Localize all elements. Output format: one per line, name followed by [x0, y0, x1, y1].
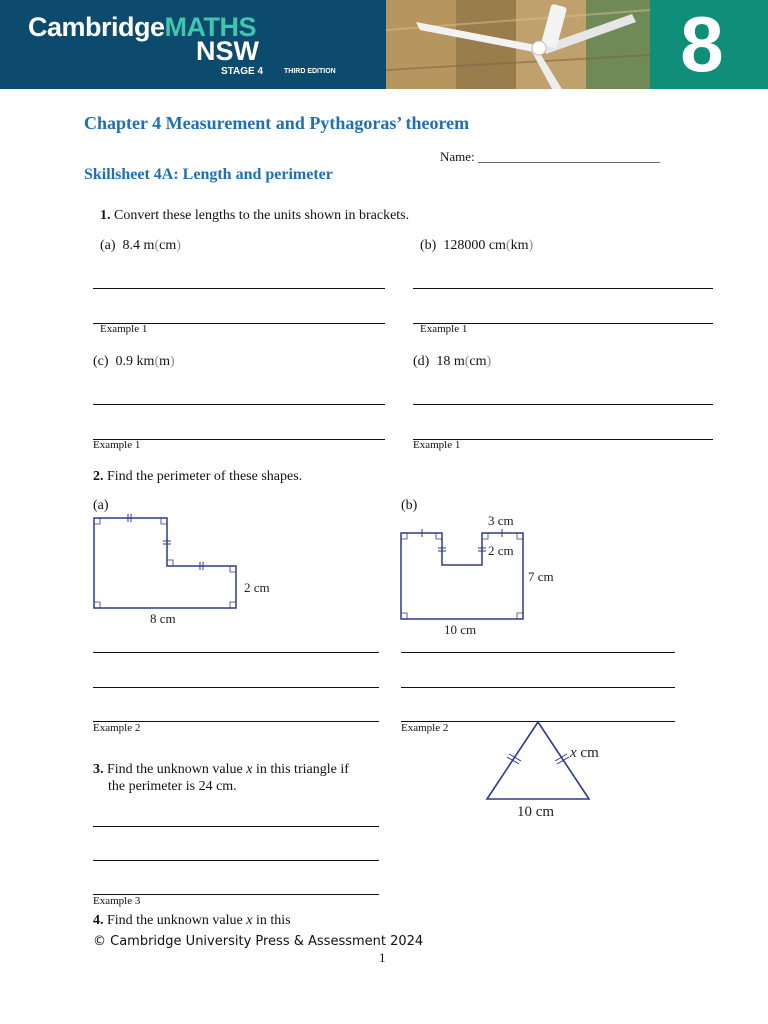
example-reference: Example 2	[93, 722, 141, 734]
wind-turbine-photo	[386, 0, 650, 89]
tick-marks	[128, 514, 203, 570]
question-1a: (a) 8.4 m(cm)	[100, 238, 181, 253]
brand-edition: THIRD EDITION	[284, 68, 336, 75]
year-level-number: 8	[680, 0, 724, 88]
name-field[interactable]: Name: ____________________________	[440, 149, 660, 164]
example-reference: Example 2	[401, 722, 449, 734]
side-label-top: 3 cm	[488, 513, 514, 528]
l-shape-outline	[94, 518, 236, 608]
isosceles-triangle-diagram	[480, 718, 620, 824]
answer-line[interactable]	[93, 404, 385, 405]
question-2-prompt: 2. Find the perimeter of these shapes.	[93, 469, 303, 484]
side-label-bottom: 10 cm	[444, 622, 477, 637]
side-label-bottom: 8 cm	[150, 611, 176, 626]
brand-stage: STAGE 4	[221, 66, 264, 77]
question-2a-label: (a)	[93, 498, 109, 513]
brand-logo: CambridgeMATHS	[28, 12, 257, 42]
answer-line[interactable]	[93, 288, 385, 289]
wind-turbine-icon	[386, 0, 650, 89]
question-3-prompt: 3. Find the unknown value x in this triangle if the perimeter is 24 cm.	[93, 762, 349, 794]
skillsheet-title: Skillsheet 4A: Length and perimeter	[84, 166, 333, 183]
side-label-x: x cm	[570, 745, 599, 761]
answer-line[interactable]	[93, 687, 379, 688]
question-1-prompt: 1. Convert these lengths to the units shown in brackets.	[100, 208, 410, 223]
side-label-right: 2 cm	[244, 580, 270, 595]
example-reference: Example 1	[413, 439, 461, 451]
answer-line[interactable]	[401, 652, 675, 653]
chapter-title: Chapter 4 Measurement and Pythagoras’ theorem	[84, 113, 470, 133]
question-1d: (d) 18 m(cm)	[413, 354, 492, 369]
answer-line[interactable]	[401, 687, 675, 688]
question-1c: (c) 0.9 km(m)	[93, 354, 175, 369]
example-reference: Example 3	[93, 895, 141, 907]
answer-line[interactable]	[93, 860, 379, 861]
example-reference: Example 1	[420, 323, 468, 335]
page-number: 1	[379, 950, 386, 965]
side-label-inner: 2 cm	[488, 543, 514, 558]
question-4-prompt: 4. Find the unknown value x in this	[93, 913, 291, 928]
copyright-notice: © Cambridge University Press & Assessment 2024	[93, 934, 424, 949]
u-shape-diagram	[396, 510, 566, 640]
answer-line[interactable]	[413, 288, 713, 289]
example-reference: Example 1	[100, 323, 148, 335]
brand-region: NSW	[196, 36, 259, 66]
question-2b-label: (b)	[401, 498, 418, 513]
l-shape-diagram	[90, 510, 290, 630]
example-reference: Example 1	[93, 439, 141, 451]
side-label-right: 7 cm	[528, 569, 554, 584]
answer-line[interactable]	[413, 404, 713, 405]
answer-line[interactable]	[93, 826, 379, 827]
answer-line[interactable]	[93, 652, 379, 653]
base-label: 10 cm	[517, 804, 555, 820]
question-1b: (b) 128000 cm(km)	[420, 238, 534, 253]
